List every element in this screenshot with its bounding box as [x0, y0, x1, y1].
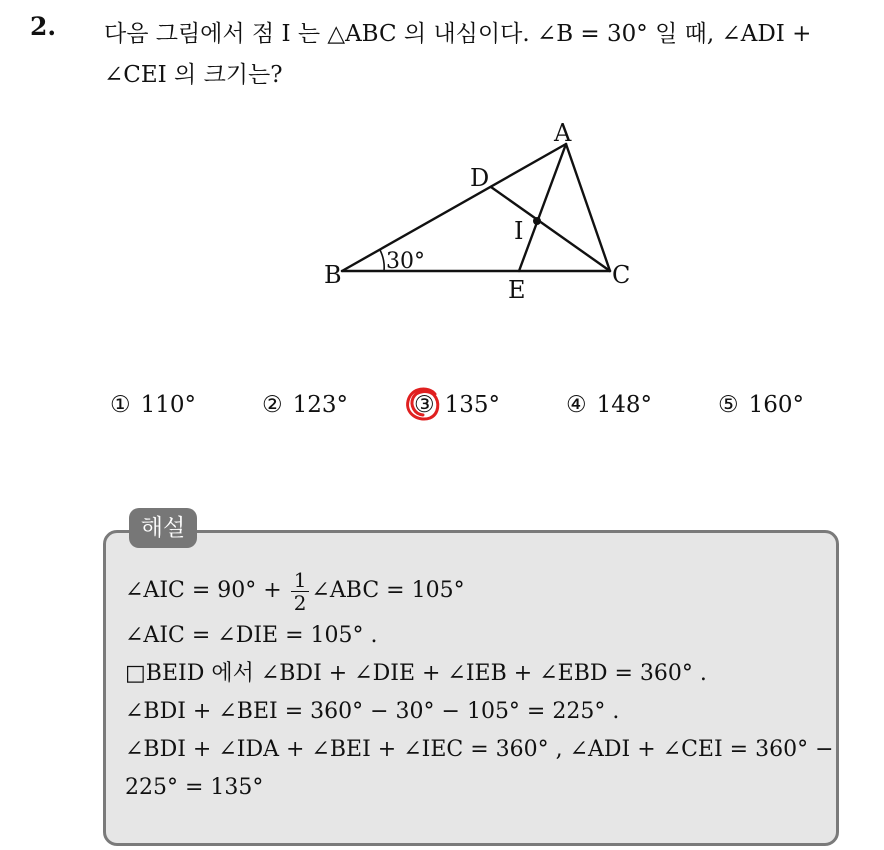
label-D: D — [470, 164, 490, 192]
question-line-2: ∠CEI 의 크기는? — [104, 62, 283, 88]
label-B: B — [324, 261, 342, 289]
choice-4-value: 148° — [596, 392, 653, 418]
answer-choices — [110, 392, 830, 432]
choice-1-value: 110° — [140, 392, 197, 418]
segment-DC — [491, 187, 610, 271]
choice-5-value: 160° — [748, 392, 805, 418]
solution-tab-label: 해설 — [129, 508, 197, 548]
incenter-point — [533, 217, 541, 225]
choice-3-value: 135° — [444, 392, 501, 418]
choice-4-mark: ④ — [566, 392, 587, 418]
choice-5-mark: ⑤ — [718, 392, 739, 418]
solution-line-6: 225° = 135° — [125, 775, 264, 800]
triangle-figure — [320, 115, 640, 305]
fraction-denominator: 2 — [293, 590, 307, 615]
choice-2[interactable] — [262, 392, 348, 418]
choice-3-mark: ③ — [414, 392, 435, 418]
label-E: E — [508, 276, 526, 304]
solution-line-3: □BEID 에서 ∠BDI + ∠DIE + ∠IEB + ∠EBD = 360° . — [125, 661, 707, 686]
segment-AC — [566, 144, 610, 271]
choice-5[interactable] — [718, 392, 804, 418]
solution-line-2: ∠AIC = ∠DIE = 105° . — [125, 623, 378, 648]
angle-label: 30° — [386, 249, 425, 274]
label-C: C — [612, 261, 631, 289]
question-line-1: 다음 그림에서 점 I 는 △ABC 의 내심이다. ∠B = 30° 일 때, ∠ADI + — [104, 21, 812, 47]
solution-content — [125, 565, 834, 807]
solution-line-1-pre: ∠AIC = 90° + — [125, 578, 289, 603]
label-I: I — [514, 217, 524, 245]
solution-line-5: ∠BDI + ∠IDA + ∠BEI + ∠IEC = 360° , ∠ADI + ∠CEI = 360° − — [125, 737, 834, 762]
label-A: A — [554, 119, 572, 147]
question-number: 2. — [30, 12, 57, 41]
choice-2-mark: ② — [262, 392, 283, 418]
choice-3[interactable] — [414, 392, 500, 418]
segment-AE — [519, 144, 566, 271]
solution-line-1-post: ∠ABC = 105° — [311, 578, 465, 603]
question-text — [104, 14, 864, 96]
solution-line-4: ∠BDI + ∠BEI = 360° − 30° − 105° = 225° . — [125, 699, 620, 724]
solution-line-1 — [125, 565, 825, 617]
fraction-half — [291, 569, 310, 614]
choice-1-mark: ① — [110, 392, 131, 418]
angle-arc-B — [380, 250, 384, 271]
choice-4[interactable] — [566, 392, 652, 418]
choice-2-value: 123° — [292, 392, 349, 418]
choice-1[interactable] — [110, 392, 196, 418]
fraction-numerator: 1 — [291, 569, 310, 592]
segment-BA — [342, 144, 566, 271]
